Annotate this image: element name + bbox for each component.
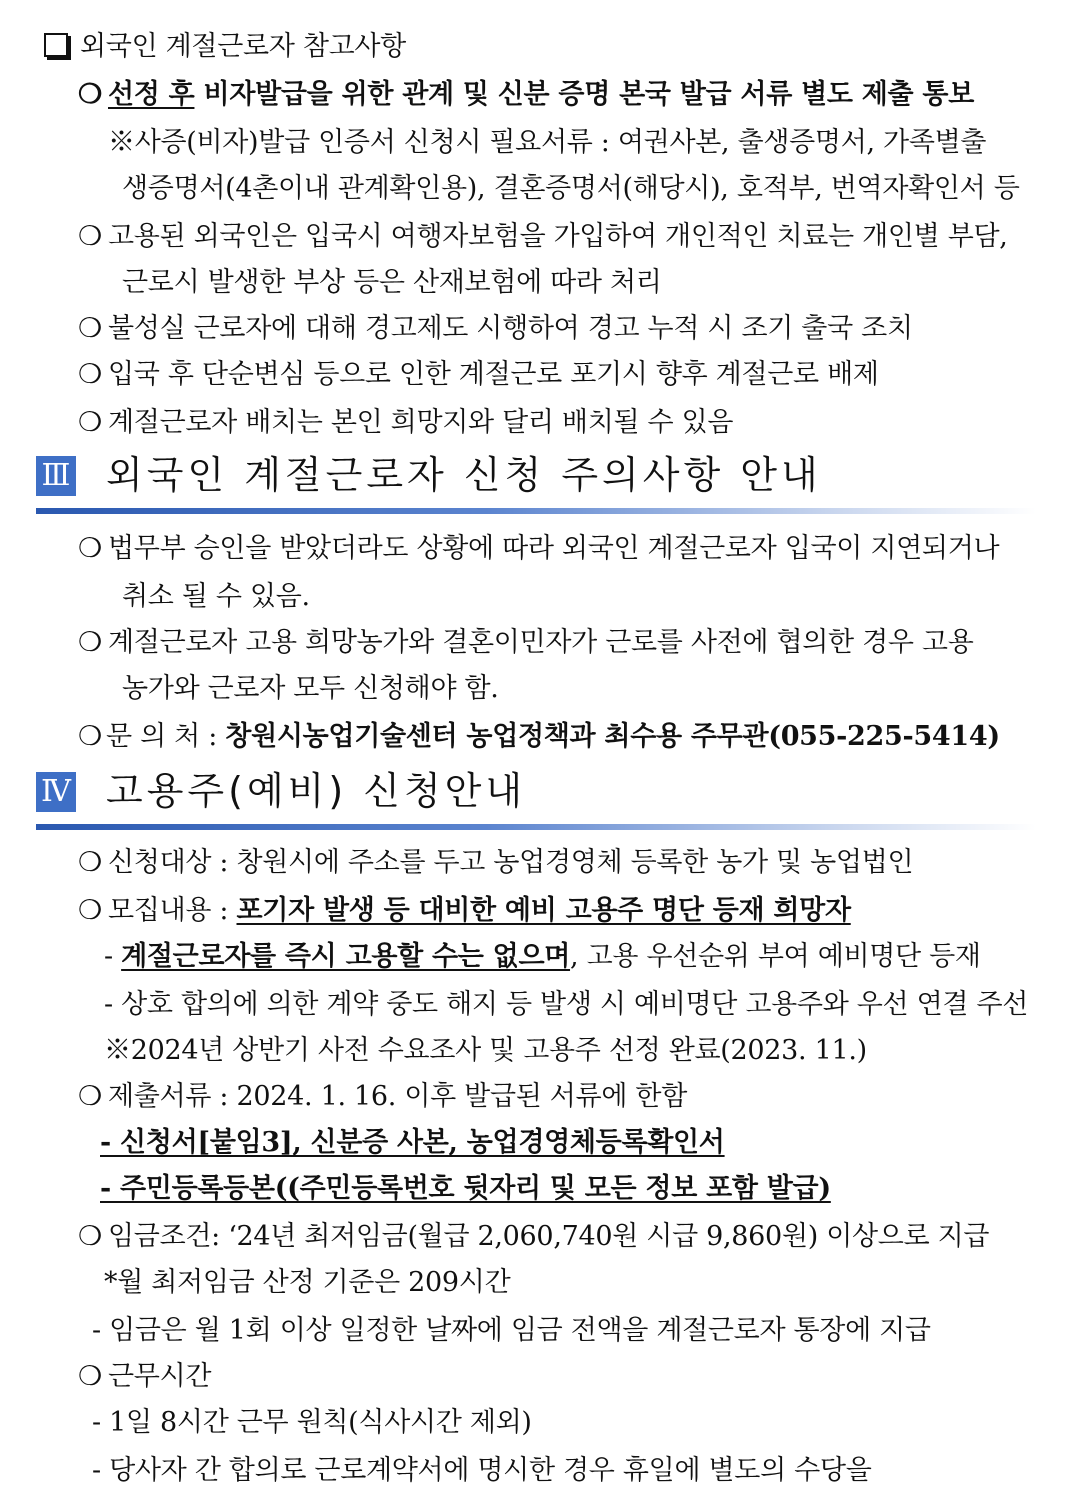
sec4-docs-list1: - 신청서[붙임3], 신분증 사본, 농업경영체등록확인서 — [100, 1127, 725, 1158]
sec3-item-marriage-line2: 농가와 근로자 모두 신청해야 함. — [122, 673, 499, 704]
sec4-docs: ❍ 제출서류 : 2024. 1. 16. 이후 발급된 서류에 한함 — [78, 1081, 687, 1112]
bullet-circle-icon: ❍ — [78, 1361, 102, 1392]
sec3-item-delay: ❍ 법무부 승인을 받았더라도 상황에 따라 외국인 계절근로자 입국이 지연되거나 — [78, 533, 1000, 564]
section-4-header — [36, 769, 1046, 834]
bullet-circle-icon: ❍ — [78, 1081, 102, 1112]
section-3-title: 외국인 계절근로자 신청 주의사항 안내 — [106, 453, 822, 497]
bullet-circle-icon: ❍ — [78, 847, 102, 878]
section-3-numeral: Ⅲ — [36, 456, 76, 496]
section-4-underline-bar — [36, 824, 1036, 830]
bullet-circle-icon: ❍ — [78, 79, 102, 110]
section-3-underline-bar — [36, 508, 1036, 514]
checkbox-square-icon — [44, 33, 68, 57]
bullet-circle-icon: ❍ — [78, 895, 102, 926]
bullet-circle-icon: ❍ — [78, 627, 102, 658]
sec3-contact: ❍ 문 의 처 : 창원시농업기술센터 농업정책과 최수용 주무관(055-225-5414) — [78, 721, 1000, 752]
sec3-item-marriage: ❍ 계절근로자 고용 희망농가와 결혼이민자가 근로를 사전에 협의한 경우 고용 — [78, 627, 974, 658]
ref-note-line1: ※사증(비자)발급 인증서 신청시 필요서류 : 여권사본, 출생증명서, 가족별출 — [108, 127, 987, 158]
sec4-wage: ❍ 임금조건: ‘24년 최저임금(월급 2,060,740원 시급 9,860원) 이상으로 지급 — [78, 1221, 990, 1252]
bullet-circle-icon: ❍ — [78, 721, 102, 752]
bullet-circle-icon: ❍ — [78, 313, 102, 344]
ref-item-placement: ❍ 계절근로자 배치는 본인 희망지와 달리 배치될 수 있음 — [78, 407, 734, 438]
ref-note-line2: 생증명서(4촌이내 관계확인용), 결혼증명서(해당시), 호적부, 번역자확인서 등 — [122, 173, 1020, 204]
section-4-title: 고용주(예비) 신청안내 — [106, 769, 527, 813]
sec4-wage-note: *월 최저임금 산정 기준은 209시간 — [104, 1267, 511, 1298]
bullet-circle-icon: ❍ — [78, 359, 102, 390]
ref-heading: 외국인 계절근로자 참고사항 — [44, 30, 406, 64]
ref-item-visa-docs: ❍ 선정 후 비자발급을 위한 관계 및 신분 증명 본국 발급 서류 별도 제출 통보 — [78, 79, 974, 110]
section-4-numeral: Ⅳ — [36, 772, 76, 812]
sec4-docs-list2: - 주민등록등본((주민등록번호 뒷자리 및 모든 정보 포함 발급) — [100, 1173, 831, 1204]
sec4-hours-dash2: - 당사자 간 합의로 근로계약서에 명시한 경우 휴일에 별도의 수당을 — [92, 1455, 872, 1486]
bullet-circle-icon: ❍ — [78, 221, 102, 252]
bullet-circle-icon: ❍ — [78, 1221, 102, 1252]
sec4-dash-immediate: - 계절근로자를 즉시 고용할 수는 없으며, 고용 우선순위 부여 예비명단 등재 — [104, 941, 981, 972]
bullet-circle-icon: ❍ — [78, 533, 102, 564]
sec4-hours-dash1: - 1일 8시간 근무 원칙(식사시간 제외) — [92, 1407, 532, 1438]
sec4-hours: ❍ 근무시간 — [78, 1361, 212, 1392]
sec4-note-survey: ※2024년 상반기 사전 수요조사 및 고용주 선정 완료(2023. 11.) — [104, 1035, 867, 1066]
bullet-circle-icon: ❍ — [78, 407, 102, 438]
ref-item-warning: ❍ 불성실 근로자에 대해 경고제도 시행하여 경고 누적 시 조기 출국 조치 — [78, 313, 913, 344]
ref-item-insurance-line2: 근로시 발생한 부상 등은 산재보험에 따라 처리 — [122, 267, 662, 298]
ref-item-insurance: ❍ 고용된 외국인은 입국시 여행자보험을 가입하여 개인적인 치료는 개인별 부담, — [78, 221, 1008, 252]
sec4-wage-dash: - 임금은 월 1회 이상 일정한 날짜에 임금 전액을 계절근로자 통장에 지급 — [92, 1315, 931, 1346]
ref-item-exclusion: ❍ 입국 후 단순변심 등으로 인한 계절근로 포기시 향후 계절근로 배제 — [78, 359, 879, 390]
sec4-recruit: ❍ 모집내용 : 포기자 발생 등 대비한 예비 고용주 명단 등재 희망자 — [78, 895, 851, 926]
sec4-target: ❍ 신청대상 : 창원시에 주소를 두고 농업경영체 등록한 농가 및 농업법인 — [78, 847, 914, 878]
sec3-item-delay-line2: 취소 될 수 있음. — [122, 581, 310, 612]
sec4-dash-mutual: - 상호 합의에 의한 계약 중도 해지 등 발생 시 예비명단 고용주와 우선 연결 주선 — [104, 989, 1029, 1020]
section-3-header — [36, 453, 1046, 518]
